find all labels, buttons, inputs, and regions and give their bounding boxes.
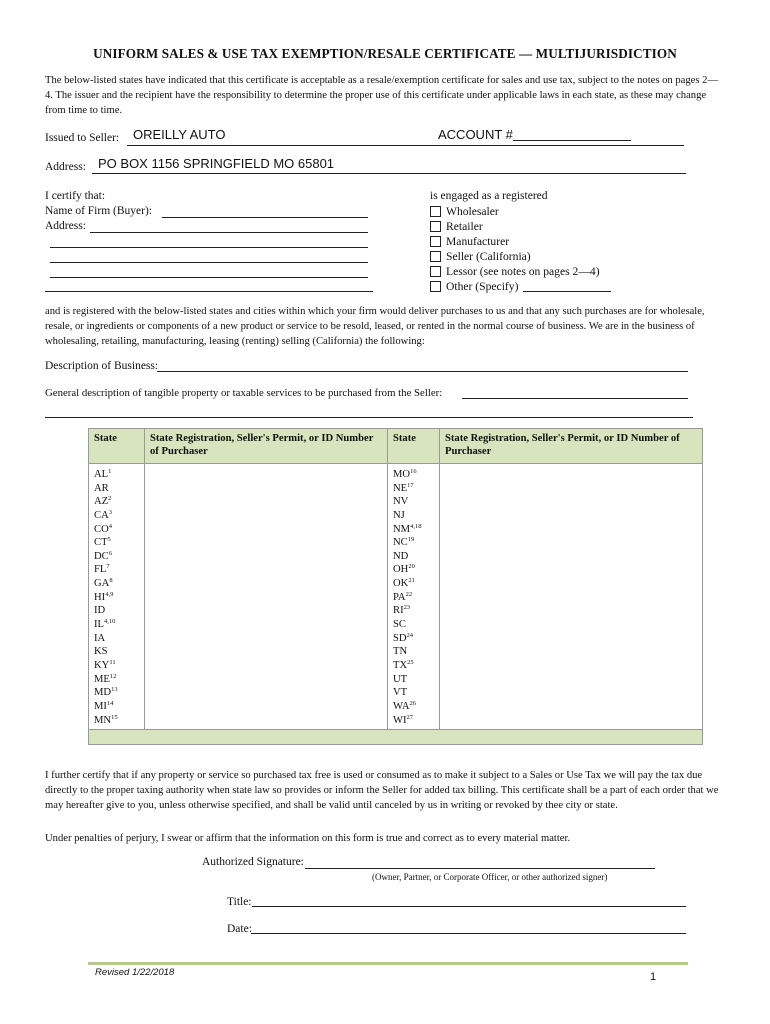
footnote-ref: 12 (109, 672, 117, 680)
registration-field-vt[interactable] (445, 686, 697, 700)
state-code-mn (94, 714, 139, 728)
registration-field-ut[interactable] (445, 673, 697, 687)
col-state-right: State (388, 429, 440, 464)
footnote-ref: 14 (106, 699, 114, 707)
footer-rule (88, 962, 688, 965)
account-label: ACCOUNT # (438, 127, 513, 142)
footnote-ref: 15 (111, 713, 118, 721)
state-code-text: IL (94, 619, 104, 631)
registration-field-nj[interactable] (445, 509, 697, 523)
option-wholesaler[interactable]: Wholesaler (430, 204, 611, 219)
registration-field-nm[interactable] (445, 523, 697, 537)
state-code-ar (94, 482, 139, 496)
right-registration-fields (445, 468, 697, 727)
option-other[interactable]: Other (Specify) (430, 279, 611, 294)
state-code-ks (94, 645, 139, 659)
footnote-ref: 27 (406, 713, 414, 721)
table-header (89, 429, 703, 464)
state-code-ct (94, 536, 139, 550)
footnote-ref: 8 (109, 577, 113, 585)
state-code-text: MN (94, 714, 112, 726)
registration-field-sc[interactable] (445, 618, 697, 632)
state-code-text: WI (393, 714, 407, 726)
firm-name-label: Name of Firm (Buyer): (45, 205, 152, 217)
registration-field-wi[interactable] (445, 714, 697, 728)
footnote-ref: 26 (409, 699, 416, 707)
state-code-az (94, 495, 139, 509)
state-code-pa (393, 591, 434, 605)
footnote-ref: 1 (108, 468, 112, 475)
buyer-address-field-2[interactable] (50, 247, 368, 248)
footnote-ref: 4,9 (105, 590, 114, 598)
registration-field-me[interactable] (150, 673, 382, 687)
state-code-text: MD (94, 687, 112, 699)
footnote-ref: 5 (107, 536, 111, 544)
state-code-text: AL (94, 469, 109, 480)
registration-field-pa[interactable] (445, 591, 697, 605)
checkbox[interactable] (430, 206, 441, 217)
registration-field-al[interactable] (150, 468, 382, 482)
state-code-text: CT (94, 537, 108, 549)
option-seller-california[interactable]: Seller (California) (430, 249, 611, 264)
firm-name-field[interactable] (162, 217, 368, 218)
option-retailer[interactable]: Retailer (430, 219, 611, 234)
footnote-ref: 22 (405, 590, 413, 598)
seller-address-line (92, 173, 686, 174)
buyer-address-field-5[interactable] (45, 291, 373, 292)
registration-field-az[interactable] (150, 495, 382, 509)
col-registration-right: State Registration, Seller's Permit, or ID Number of Purchaser (440, 429, 703, 464)
state-code-text: CO (94, 523, 109, 535)
general-description-field-2[interactable] (45, 417, 693, 418)
further-certify-text: I further certify that if any property or service so purchased tax free is used or consumed as to make it subject to a Sales or Use Tax we will pay the tax due directly to the proper taxing authority when state law so provides or inform the Seller for added tax billing. This certificate shall be a part of each order that we may hereafter give to you, unless otherwise specified, and shall be valid until canceled by us in writing or revoked by thee city or state. (45, 770, 719, 811)
issued-to-line (127, 145, 437, 146)
description-label: Description of Business: (45, 360, 159, 372)
footnote-ref: 25 (407, 658, 414, 666)
buyer-address-label: Address: (45, 220, 86, 232)
footnote-ref: 17 (407, 481, 414, 489)
business-type-options (430, 204, 611, 294)
intro-text: The below-listed states have indicated that this certificate is acceptable as a resale/exemption certificate for sales and use tax, subject to the notes on pages 2—4. The issuer and the recipient have the responsibility to determine the proper use of this certificate under applicable laws in each state, as these may change from time to time. (45, 75, 719, 116)
registration-field-ct[interactable] (150, 536, 382, 550)
state-code-me (94, 673, 139, 687)
state-code-text: UT (393, 673, 408, 685)
footnote-ref: 13 (111, 686, 118, 694)
registration-field-nd[interactable] (445, 550, 697, 564)
registration-field-ky[interactable] (150, 659, 382, 673)
registration-field-ks[interactable] (150, 645, 382, 659)
option-manufacturer[interactable]: Manufacturer (430, 234, 611, 249)
state-code-text: IA (94, 632, 106, 644)
state-code-text: NE (393, 482, 408, 494)
state-code-id (94, 604, 139, 618)
footnote-ref: 3 (108, 508, 112, 516)
seller-address-label: Address: (45, 161, 86, 173)
registration-field-ca[interactable] (150, 509, 382, 523)
state-code-sc (393, 618, 434, 632)
registration-field-nv[interactable] (445, 495, 697, 509)
issued-to-field[interactable]: OREILLY AUTO (133, 127, 226, 142)
signature-field[interactable] (305, 868, 655, 869)
buyer-address-field-3[interactable] (50, 262, 368, 263)
registration-field-hi[interactable] (150, 591, 382, 605)
left-state-list (94, 468, 139, 727)
state-code-text: NC (393, 537, 408, 549)
registration-field-md[interactable] (150, 686, 382, 700)
state-code-vt (393, 686, 434, 700)
certify-label: I certify that: (45, 190, 106, 202)
footnote-ref: 21 (408, 577, 415, 585)
date-label: Date: (227, 923, 252, 935)
state-code-ri (393, 604, 434, 618)
registration-field-mo[interactable] (445, 468, 697, 482)
signature-note: (Owner, Partner, or Corporate Officer, or other authorized signer) (372, 872, 608, 882)
revised-date: Revised 1/22/2018 (95, 967, 175, 978)
state-code-text: RI (393, 605, 404, 617)
state-code-nj (393, 509, 434, 523)
registration-field-il[interactable] (150, 618, 382, 632)
state-code-text: NM (393, 523, 411, 535)
general-description-field-1[interactable] (462, 398, 688, 399)
registration-field-ne[interactable] (445, 482, 697, 496)
state-code-ne (393, 482, 434, 496)
table-footer (89, 730, 703, 745)
state-code-ok (393, 577, 434, 591)
state-code-text: DC (94, 550, 109, 562)
state-code-ia (94, 632, 139, 646)
state-code-text: CA (94, 509, 109, 521)
footnote-ref: 7 (106, 563, 110, 571)
state-code-sd (393, 632, 434, 646)
state-code-il (94, 618, 139, 632)
state-code-text: AR (94, 482, 109, 494)
checkbox[interactable] (430, 281, 441, 292)
option-lessor[interactable]: Lessor (see notes on pages 2—4) (430, 264, 611, 279)
table-body (89, 464, 703, 730)
seller-address-field[interactable]: PO BOX 1156 SPRINGFIELD MO 65801 (98, 156, 335, 171)
col-registration: State Registration, Seller's Permit, or ID Number of Purchaser (145, 429, 388, 464)
state-code-text: WA (393, 700, 410, 712)
account-underline (437, 145, 684, 146)
checkbox[interactable] (430, 221, 441, 232)
footnote-ref: 4,18 (410, 522, 422, 530)
state-code-dc (94, 550, 139, 564)
state-code-ut (393, 673, 434, 687)
state-code-nm (393, 523, 434, 537)
state-code-text: MI (94, 700, 107, 712)
checkbox[interactable] (430, 251, 441, 262)
registration-field-nc[interactable] (445, 536, 697, 550)
registration-field-fl[interactable] (150, 563, 382, 577)
registration-field-wa[interactable] (445, 700, 697, 714)
state-code-nv (393, 495, 434, 509)
perjury-text: Under penalties of perjury, I swear or affirm that the information on this form is true and correct as to every material matter. (45, 833, 571, 844)
footnote-ref: 23 (403, 604, 411, 612)
footnote-ref: 2 (108, 495, 112, 503)
footnote-ref: 16 (410, 468, 417, 475)
state-code-ca (94, 509, 139, 523)
state-code-text: GA (94, 578, 110, 590)
state-code-text: ME (94, 673, 110, 685)
date-field[interactable] (251, 933, 686, 934)
issued-to-label: Issued to Seller: (45, 132, 120, 144)
state-code-text: KS (94, 646, 108, 658)
registration-field-ok[interactable] (445, 577, 697, 591)
state-code-tn (393, 645, 434, 659)
state-code-md (94, 686, 139, 700)
state-code-nc (393, 536, 434, 550)
description-field[interactable] (157, 371, 688, 372)
checkbox[interactable] (430, 266, 441, 277)
registration-field-tx[interactable] (445, 659, 697, 673)
col-state: State (89, 429, 145, 464)
state-code-text: KY (94, 659, 110, 671)
registration-field-mi[interactable] (150, 700, 382, 714)
buyer-address-field-4[interactable] (50, 277, 368, 278)
state-code-text: ND (393, 550, 409, 562)
buyer-address-field-1[interactable] (90, 232, 368, 233)
footnote-ref: 19 (407, 536, 415, 544)
page-number: 1 (650, 971, 657, 983)
footnote-ref: 4 (108, 522, 112, 530)
state-registration-table (88, 428, 703, 745)
state-code-ky (94, 659, 139, 673)
state-code-hi (94, 591, 139, 605)
state-code-text: SD (393, 632, 407, 644)
state-code-text: FL (94, 564, 107, 576)
state-code-wi (393, 714, 434, 728)
state-code-text: PA (393, 591, 406, 603)
state-code-text: TX (393, 659, 408, 671)
state-code-al (94, 468, 139, 482)
state-code-text: NJ (393, 509, 405, 521)
engaged-label: is engaged as a registered (430, 190, 548, 202)
state-code-text: SC (393, 619, 406, 631)
state-code-text: ID (94, 605, 106, 617)
state-code-text: NV (393, 496, 409, 508)
registration-field-sd[interactable] (445, 632, 697, 646)
state-code-text: OH (393, 564, 409, 576)
state-code-text: AZ (94, 496, 109, 508)
registration-field-co[interactable] (150, 523, 382, 537)
footnote-ref: 11 (109, 658, 116, 666)
state-code-oh (393, 563, 434, 577)
form-title: UNIFORM SALES & USE TAX EXEMPTION/RESALE CERTIFICATE — MULTIJURISDICTION (93, 46, 677, 61)
registration-field-tn[interactable] (445, 645, 697, 659)
title-field[interactable] (252, 906, 686, 907)
other-specify-field[interactable] (523, 291, 611, 292)
left-registration-fields (150, 468, 382, 727)
footnote-ref: 6 (108, 549, 112, 557)
registration-field-ri[interactable] (445, 604, 697, 618)
registration-field-id[interactable] (150, 604, 382, 618)
account-field[interactable] (513, 140, 631, 141)
footnote-ref: 4,10 (104, 618, 116, 626)
state-code-wa (393, 700, 434, 714)
state-code-text: OK (393, 578, 409, 590)
title-label: Title: (227, 896, 252, 908)
state-code-nd (393, 550, 434, 564)
footnote-ref: 24 (406, 631, 414, 639)
state-code-fl (94, 563, 139, 577)
registration-field-oh[interactable] (445, 563, 697, 577)
registration-field-ia[interactable] (150, 632, 382, 646)
state-code-text: VT (393, 687, 408, 699)
state-code-co (94, 523, 139, 537)
registration-field-mn[interactable] (150, 714, 382, 728)
state-code-text: TN (393, 646, 408, 658)
registered-text: and is registered with the below-listed states and cities within which your firm would deliver purchases to us and that any such purchases are for wholesale, resale, or ingredients or components of a new product or service to be resold, leased, or rented in the normal course of business. We are in the business of wholesaling, retailing, manufacturing, leasing (renting) selling (California) the following: (45, 306, 705, 347)
state-code-mo (393, 468, 434, 482)
checkbox[interactable] (430, 236, 441, 247)
footnote-ref: 20 (408, 563, 415, 571)
registration-field-ga[interactable] (150, 577, 382, 591)
state-code-tx (393, 659, 434, 673)
right-state-list (393, 468, 434, 727)
signature-label: Authorized Signature: (202, 856, 304, 868)
general-description-label: General description of tangible property or taxable services to be purchased from the Seller: (45, 387, 443, 399)
registration-field-dc[interactable] (150, 550, 382, 564)
state-code-text: HI (94, 591, 106, 603)
state-code-text: MO (393, 469, 411, 480)
state-code-mi (94, 700, 139, 714)
state-code-ga (94, 577, 139, 591)
registration-field-ar[interactable] (150, 482, 382, 496)
